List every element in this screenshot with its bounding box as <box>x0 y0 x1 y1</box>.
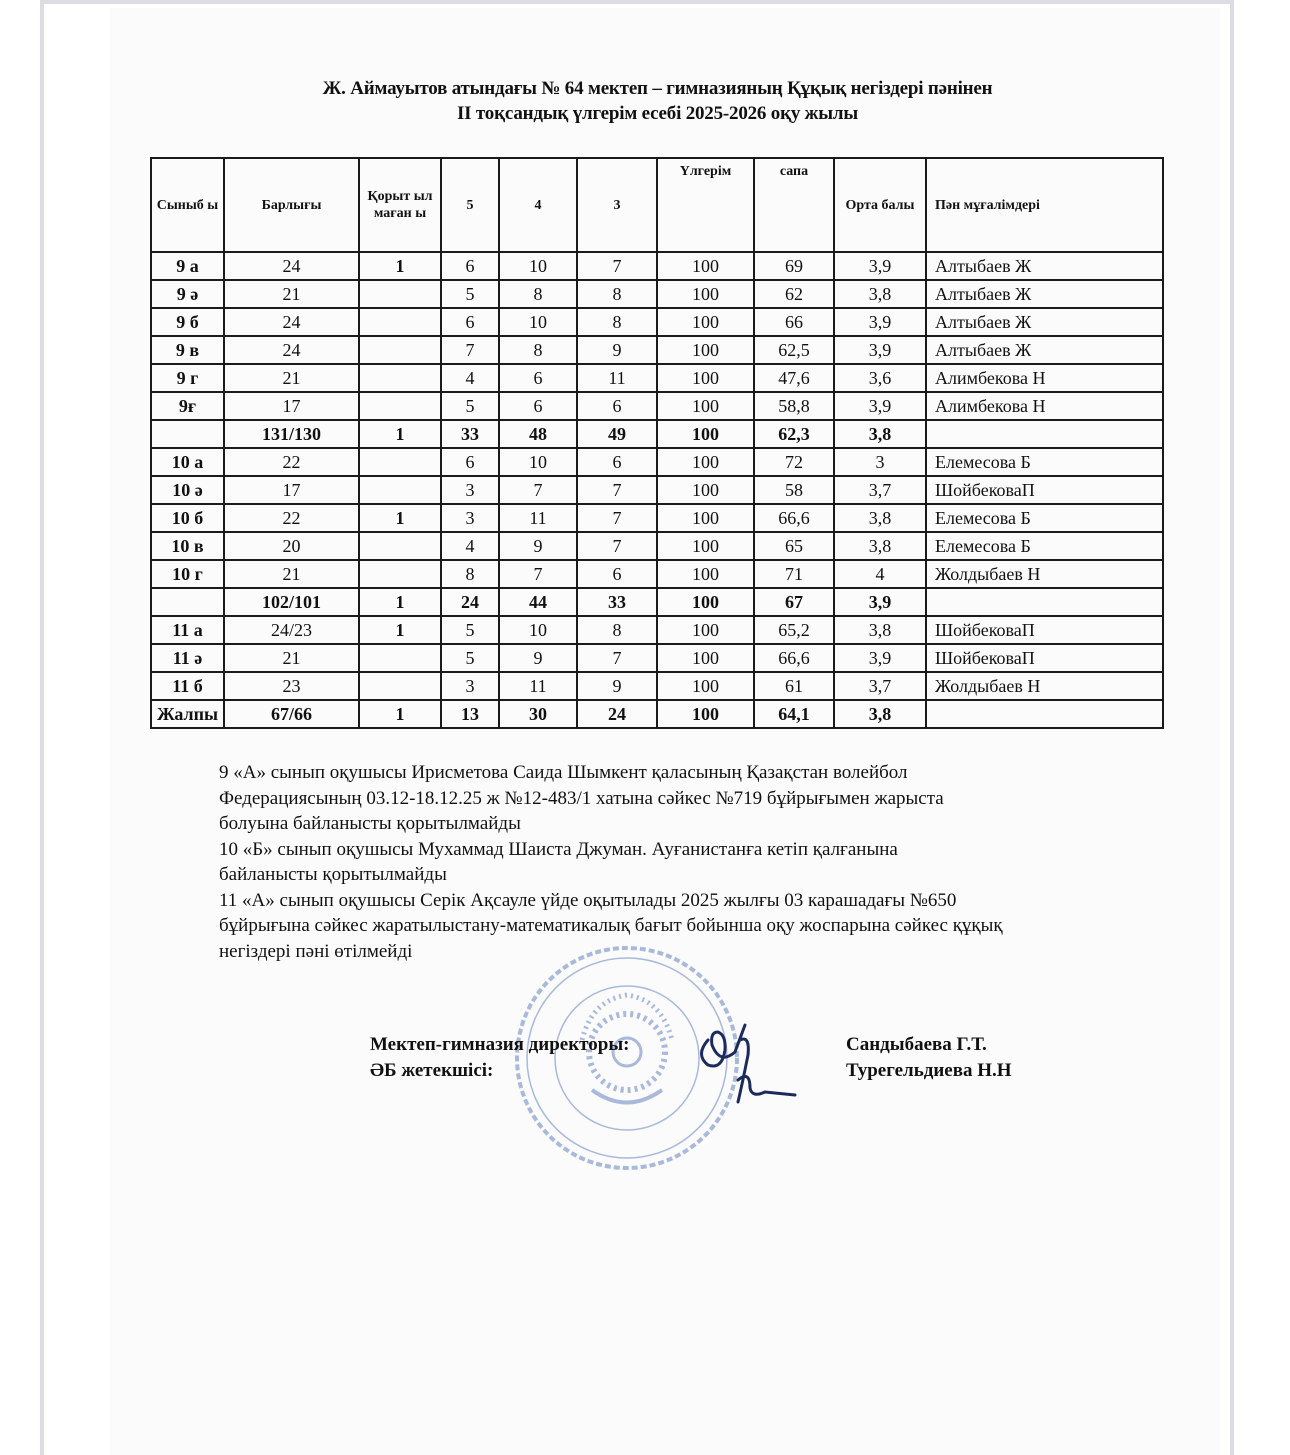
cell-not-assessed <box>359 336 441 364</box>
signature-icon <box>690 1010 800 1110</box>
cell-performance: 100 <box>657 672 754 700</box>
cell-quality: 72 <box>754 448 834 476</box>
cell-teacher: Жолдыбаев Н <box>926 672 1163 700</box>
cell-not-assessed <box>359 476 441 504</box>
cell-g3: 7 <box>577 252 657 280</box>
cell-g5: 6 <box>441 308 499 336</box>
cell-teacher: Алтыбаев Ж <box>926 336 1163 364</box>
cell-avg: 3,9 <box>834 308 926 336</box>
cell-total: 24 <box>224 252 359 280</box>
cell-g3: 11 <box>577 364 657 392</box>
cell-not-assessed <box>359 644 441 672</box>
cell-avg: 3,9 <box>834 644 926 672</box>
cell-quality: 67 <box>754 588 834 616</box>
cell-g4: 10 <box>499 616 577 644</box>
cell-g3: 7 <box>577 504 657 532</box>
cell-g5: 6 <box>441 448 499 476</box>
cell-g5: 5 <box>441 280 499 308</box>
cell-class: 11 ә <box>151 644 224 672</box>
cell-teacher: ШойбековаП <box>926 644 1163 672</box>
cell-class: 10 а <box>151 448 224 476</box>
header-average: Орта балы <box>834 158 926 252</box>
cell-teacher: Елемесова Б <box>926 504 1163 532</box>
table-row <box>151 252 1163 280</box>
cell-class: 10 ә <box>151 476 224 504</box>
cell-not-assessed: 1 <box>359 252 441 280</box>
cell-g5: 24 <box>441 588 499 616</box>
cell-not-assessed <box>359 560 441 588</box>
cell-g4: 7 <box>499 560 577 588</box>
header-teachers: Пән мұғалімдері <box>926 158 1163 252</box>
cell-total: 21 <box>224 644 359 672</box>
cell-class: 9 в <box>151 336 224 364</box>
cell-class: 11 а <box>151 616 224 644</box>
cell-performance: 100 <box>657 448 754 476</box>
cell-g3: 8 <box>577 280 657 308</box>
cell-quality: 65,2 <box>754 616 834 644</box>
cell-class: 9ғ <box>151 392 224 420</box>
cell-g5: 5 <box>441 616 499 644</box>
cell-teacher: ШойбековаП <box>926 476 1163 504</box>
cell-class: 10 б <box>151 504 224 532</box>
cell-total: 17 <box>224 392 359 420</box>
cell-total: 20 <box>224 532 359 560</box>
table-row <box>151 364 1163 392</box>
cell-teacher: Алтыбаев Ж <box>926 252 1163 280</box>
document-title <box>150 76 1165 126</box>
cell-total: 67/66 <box>224 700 359 728</box>
cell-class <box>151 420 224 448</box>
cell-g5: 4 <box>441 532 499 560</box>
cell-class: 9 б <box>151 308 224 336</box>
cell-performance: 100 <box>657 420 754 448</box>
cell-g3: 49 <box>577 420 657 448</box>
note-3-line-3: негіздері пәні өтілмейді <box>219 940 413 962</box>
cell-avg: 3,9 <box>834 588 926 616</box>
cell-total: 22 <box>224 504 359 532</box>
cell-g5: 33 <box>441 420 499 448</box>
header-not-assessed: Қорыт ыл маған ы <box>359 158 441 252</box>
signature-labels <box>370 1032 630 1084</box>
cell-teacher: Елемесова Б <box>926 532 1163 560</box>
cell-g5: 6 <box>441 252 499 280</box>
cell-g4: 6 <box>499 392 577 420</box>
cell-g5: 3 <box>441 476 499 504</box>
cell-total: 21 <box>224 560 359 588</box>
cell-total: 21 <box>224 280 359 308</box>
subtotal-row <box>151 420 1163 448</box>
cell-g4: 44 <box>499 588 577 616</box>
notes-section <box>219 760 1179 964</box>
cell-not-assessed <box>359 532 441 560</box>
cell-g4: 48 <box>499 420 577 448</box>
cell-g5: 13 <box>441 700 499 728</box>
cell-teacher: Алтыбаев Ж <box>926 308 1163 336</box>
note-3-line-1: 11 «А» сынып оқушысы Серік Ақсауле үйде оқытылады 2025 жылғы 03 карашадағы №650 <box>219 889 957 911</box>
cell-avg: 3,9 <box>834 252 926 280</box>
cell-g5: 7 <box>441 336 499 364</box>
cell-teacher <box>926 420 1163 448</box>
cell-class: Жалпы <box>151 700 224 728</box>
cell-avg: 3,9 <box>834 392 926 420</box>
table-header-row <box>151 158 1163 252</box>
title-line-1: Ж. Аймауытов атындағы № 64 мектеп – гимназияның Құқық негіздері пәнінен <box>322 78 993 99</box>
cell-avg: 3,8 <box>834 420 926 448</box>
cell-g3: 7 <box>577 644 657 672</box>
cell-g4: 10 <box>499 252 577 280</box>
cell-g3: 24 <box>577 700 657 728</box>
cell-quality: 66,6 <box>754 504 834 532</box>
table-row <box>151 644 1163 672</box>
header-quality: сапа <box>754 158 834 252</box>
cell-class: 10 в <box>151 532 224 560</box>
head-label: ӘБ жетекшісі: <box>370 1060 494 1081</box>
cell-total: 17 <box>224 476 359 504</box>
cell-g4: 30 <box>499 700 577 728</box>
cell-total: 131/130 <box>224 420 359 448</box>
cell-g3: 6 <box>577 448 657 476</box>
cell-performance: 100 <box>657 336 754 364</box>
cell-not-assessed <box>359 448 441 476</box>
cell-g3: 6 <box>577 392 657 420</box>
header-grade-5: 5 <box>441 158 499 252</box>
cell-quality: 66 <box>754 308 834 336</box>
cell-not-assessed: 1 <box>359 420 441 448</box>
cell-avg: 3,8 <box>834 700 926 728</box>
cell-performance: 100 <box>657 280 754 308</box>
note-1-line-1: 9 «А» сынып оқушысы Ирисметова Саида Шымкент қаласының Қазақстан волейбол <box>219 762 908 783</box>
cell-quality: 61 <box>754 672 834 700</box>
cell-g5: 8 <box>441 560 499 588</box>
director-label: Мектеп-гимназия директоры: <box>370 1034 630 1055</box>
cell-total: 23 <box>224 672 359 700</box>
cell-not-assessed <box>359 392 441 420</box>
table-row <box>151 504 1163 532</box>
cell-teacher <box>926 700 1163 728</box>
header-performance: Үлгерім <box>657 158 754 252</box>
cell-g3: 9 <box>577 672 657 700</box>
table-row <box>151 532 1163 560</box>
cell-performance: 100 <box>657 252 754 280</box>
cell-total: 24/23 <box>224 616 359 644</box>
cell-avg: 3,7 <box>834 476 926 504</box>
table-row <box>151 280 1163 308</box>
cell-avg: 4 <box>834 560 926 588</box>
cell-teacher: ШойбековаП <box>926 616 1163 644</box>
table-row <box>151 476 1163 504</box>
cell-g4: 9 <box>499 532 577 560</box>
cell-g4: 11 <box>499 504 577 532</box>
cell-performance: 100 <box>657 392 754 420</box>
table-row <box>151 448 1163 476</box>
table-row <box>151 560 1163 588</box>
cell-class: 11 б <box>151 672 224 700</box>
cell-g4: 10 <box>499 308 577 336</box>
cell-g5: 5 <box>441 644 499 672</box>
cell-class: 10 г <box>151 560 224 588</box>
cell-total: 21 <box>224 364 359 392</box>
table-row <box>151 392 1163 420</box>
cell-g5: 5 <box>441 392 499 420</box>
performance-table <box>150 157 1164 729</box>
cell-performance: 100 <box>657 616 754 644</box>
cell-teacher: Алимбекова Н <box>926 392 1163 420</box>
cell-quality: 66,6 <box>754 644 834 672</box>
cell-total: 24 <box>224 308 359 336</box>
cell-not-assessed: 1 <box>359 616 441 644</box>
note-1-line-2: Федерациясының 03.12-18.12.25 ж №12-483/1 хатына сәйкес №719 бұйрығымен жарыста <box>219 787 944 809</box>
cell-quality: 64,1 <box>754 700 834 728</box>
cell-not-assessed <box>359 280 441 308</box>
cell-g3: 33 <box>577 588 657 616</box>
cell-performance: 100 <box>657 532 754 560</box>
cell-teacher <box>926 588 1163 616</box>
cell-g4: 8 <box>499 280 577 308</box>
cell-performance: 100 <box>657 308 754 336</box>
cell-teacher: Алтыбаев Ж <box>926 280 1163 308</box>
cell-g4: 9 <box>499 644 577 672</box>
cell-not-assessed: 1 <box>359 504 441 532</box>
cell-class <box>151 588 224 616</box>
table-row <box>151 672 1163 700</box>
cell-total: 102/101 <box>224 588 359 616</box>
cell-class: 9 ә <box>151 280 224 308</box>
cell-avg: 3,7 <box>834 672 926 700</box>
header-total: Барлығы <box>224 158 359 252</box>
cell-performance: 100 <box>657 644 754 672</box>
table-row <box>151 616 1163 644</box>
table-row <box>151 336 1163 364</box>
cell-quality: 69 <box>754 252 834 280</box>
cell-g3: 7 <box>577 532 657 560</box>
cell-avg: 3,8 <box>834 532 926 560</box>
cell-not-assessed <box>359 308 441 336</box>
cell-performance: 100 <box>657 476 754 504</box>
note-1-line-3: болуына байланысты қорытылмайды <box>219 813 521 834</box>
cell-not-assessed: 1 <box>359 588 441 616</box>
cell-quality: 58 <box>754 476 834 504</box>
cell-avg: 3,8 <box>834 280 926 308</box>
cell-g3: 7 <box>577 476 657 504</box>
cell-avg: 3,8 <box>834 504 926 532</box>
subtotal-row <box>151 700 1163 728</box>
cell-total: 24 <box>224 336 359 364</box>
cell-avg: 3,8 <box>834 616 926 644</box>
cell-performance: 100 <box>657 700 754 728</box>
cell-class: 9 г <box>151 364 224 392</box>
cell-g4: 10 <box>499 448 577 476</box>
subtotal-row <box>151 588 1163 616</box>
note-3-line-2: бұйрығына сәйкес жаратылыстану-математикалық бағыт бойынша оқу жоспарына сәйкес құқық <box>219 915 1003 936</box>
cell-quality: 71 <box>754 560 834 588</box>
cell-quality: 62 <box>754 280 834 308</box>
director-name: Сандыбаева Г.Т. <box>846 1034 987 1055</box>
note-2-line-2: байланысты қорытылмайды <box>219 864 447 885</box>
cell-performance: 100 <box>657 364 754 392</box>
cell-quality: 62,3 <box>754 420 834 448</box>
cell-performance: 100 <box>657 504 754 532</box>
cell-not-assessed: 1 <box>359 700 441 728</box>
cell-teacher: Алимбекова Н <box>926 364 1163 392</box>
cell-g4: 11 <box>499 672 577 700</box>
cell-avg: 3,9 <box>834 336 926 364</box>
head-name: Турегельдиева Н.Н <box>846 1060 1012 1081</box>
signature-names <box>846 1032 1012 1084</box>
cell-quality: 47,6 <box>754 364 834 392</box>
cell-g3: 8 <box>577 308 657 336</box>
cell-teacher: Жолдыбаев Н <box>926 560 1163 588</box>
cell-performance: 100 <box>657 560 754 588</box>
header-class: Сыныб ы <box>151 158 224 252</box>
cell-class: 9 а <box>151 252 224 280</box>
note-2-line-1: 10 «Б» сынып оқушысы Мухаммад Шаиста Джуман. Ауғанистанға кетіп қалғанына <box>219 838 898 860</box>
cell-g5: 4 <box>441 364 499 392</box>
cell-teacher: Елемесова Б <box>926 448 1163 476</box>
cell-g4: 6 <box>499 364 577 392</box>
cell-g4: 7 <box>499 476 577 504</box>
cell-g4: 8 <box>499 336 577 364</box>
cell-g3: 8 <box>577 616 657 644</box>
cell-quality: 58,8 <box>754 392 834 420</box>
cell-not-assessed <box>359 364 441 392</box>
header-grade-3: 3 <box>577 158 657 252</box>
cell-avg: 3 <box>834 448 926 476</box>
cell-not-assessed <box>359 672 441 700</box>
cell-avg: 3,6 <box>834 364 926 392</box>
cell-quality: 65 <box>754 532 834 560</box>
header-grade-4: 4 <box>499 158 577 252</box>
cell-g3: 9 <box>577 336 657 364</box>
cell-g5: 3 <box>441 672 499 700</box>
cell-quality: 62,5 <box>754 336 834 364</box>
table-row <box>151 308 1163 336</box>
cell-total: 22 <box>224 448 359 476</box>
cell-g3: 6 <box>577 560 657 588</box>
cell-g5: 3 <box>441 504 499 532</box>
cell-performance: 100 <box>657 588 754 616</box>
title-line-2: II тоқсандық үлгерім есебі 2025-2026 оқу жылы <box>456 103 858 124</box>
